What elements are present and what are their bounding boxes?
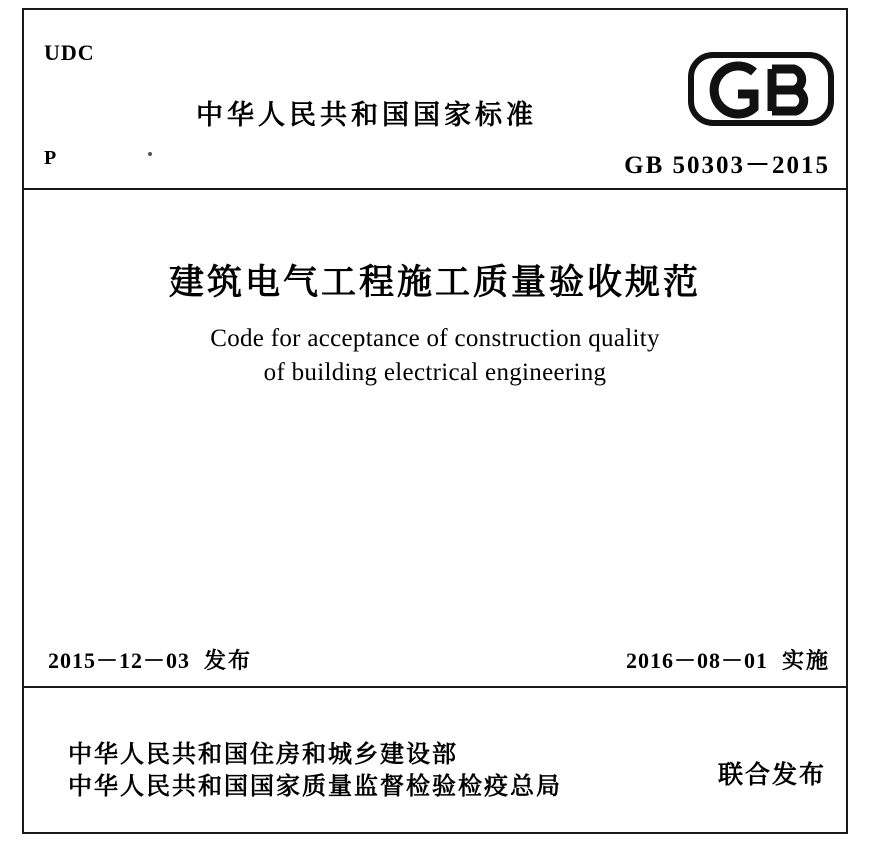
national-standard-heading: 中华人民共和国国家标准	[196, 100, 537, 131]
publisher-line-2: 中华人民共和国国家质量监督检验检疫总局	[68, 772, 562, 801]
issue-date-block	[48, 644, 252, 675]
effective-date-label: 实施	[781, 649, 830, 674]
udc-label: UDC	[44, 40, 95, 65]
gb-logo-icon	[688, 52, 834, 126]
issue-date-value: 2015－12－03	[48, 648, 191, 673]
page-title-english-line1: Code for acceptance of construction quality	[210, 325, 660, 352]
joint-issue-label: 联合发布	[717, 760, 826, 789]
border-line-left	[22, 8, 24, 834]
issue-date-label: 发布	[204, 649, 253, 674]
header-divider	[22, 188, 848, 190]
page-title-chinese: 建筑电气工程施工质量验收规范	[168, 263, 701, 303]
classification-letter: P	[44, 147, 57, 169]
ink-dot-mark	[148, 152, 152, 156]
standard-number: GB 50303－2015	[624, 152, 830, 179]
footer-divider	[22, 686, 848, 688]
publisher-line-1: 中华人民共和国住房和城乡建设部	[68, 740, 458, 768]
page-title-english-line2: of building electrical engineering	[263, 358, 607, 386]
page-title-english	[0, 322, 870, 390]
border-line-top	[22, 8, 848, 10]
effective-date-value: 2016－08－01	[625, 648, 768, 673]
border-line-bottom	[22, 832, 848, 834]
border-line-right	[846, 8, 848, 834]
effective-date-block	[626, 644, 830, 675]
publisher-block	[68, 738, 562, 803]
